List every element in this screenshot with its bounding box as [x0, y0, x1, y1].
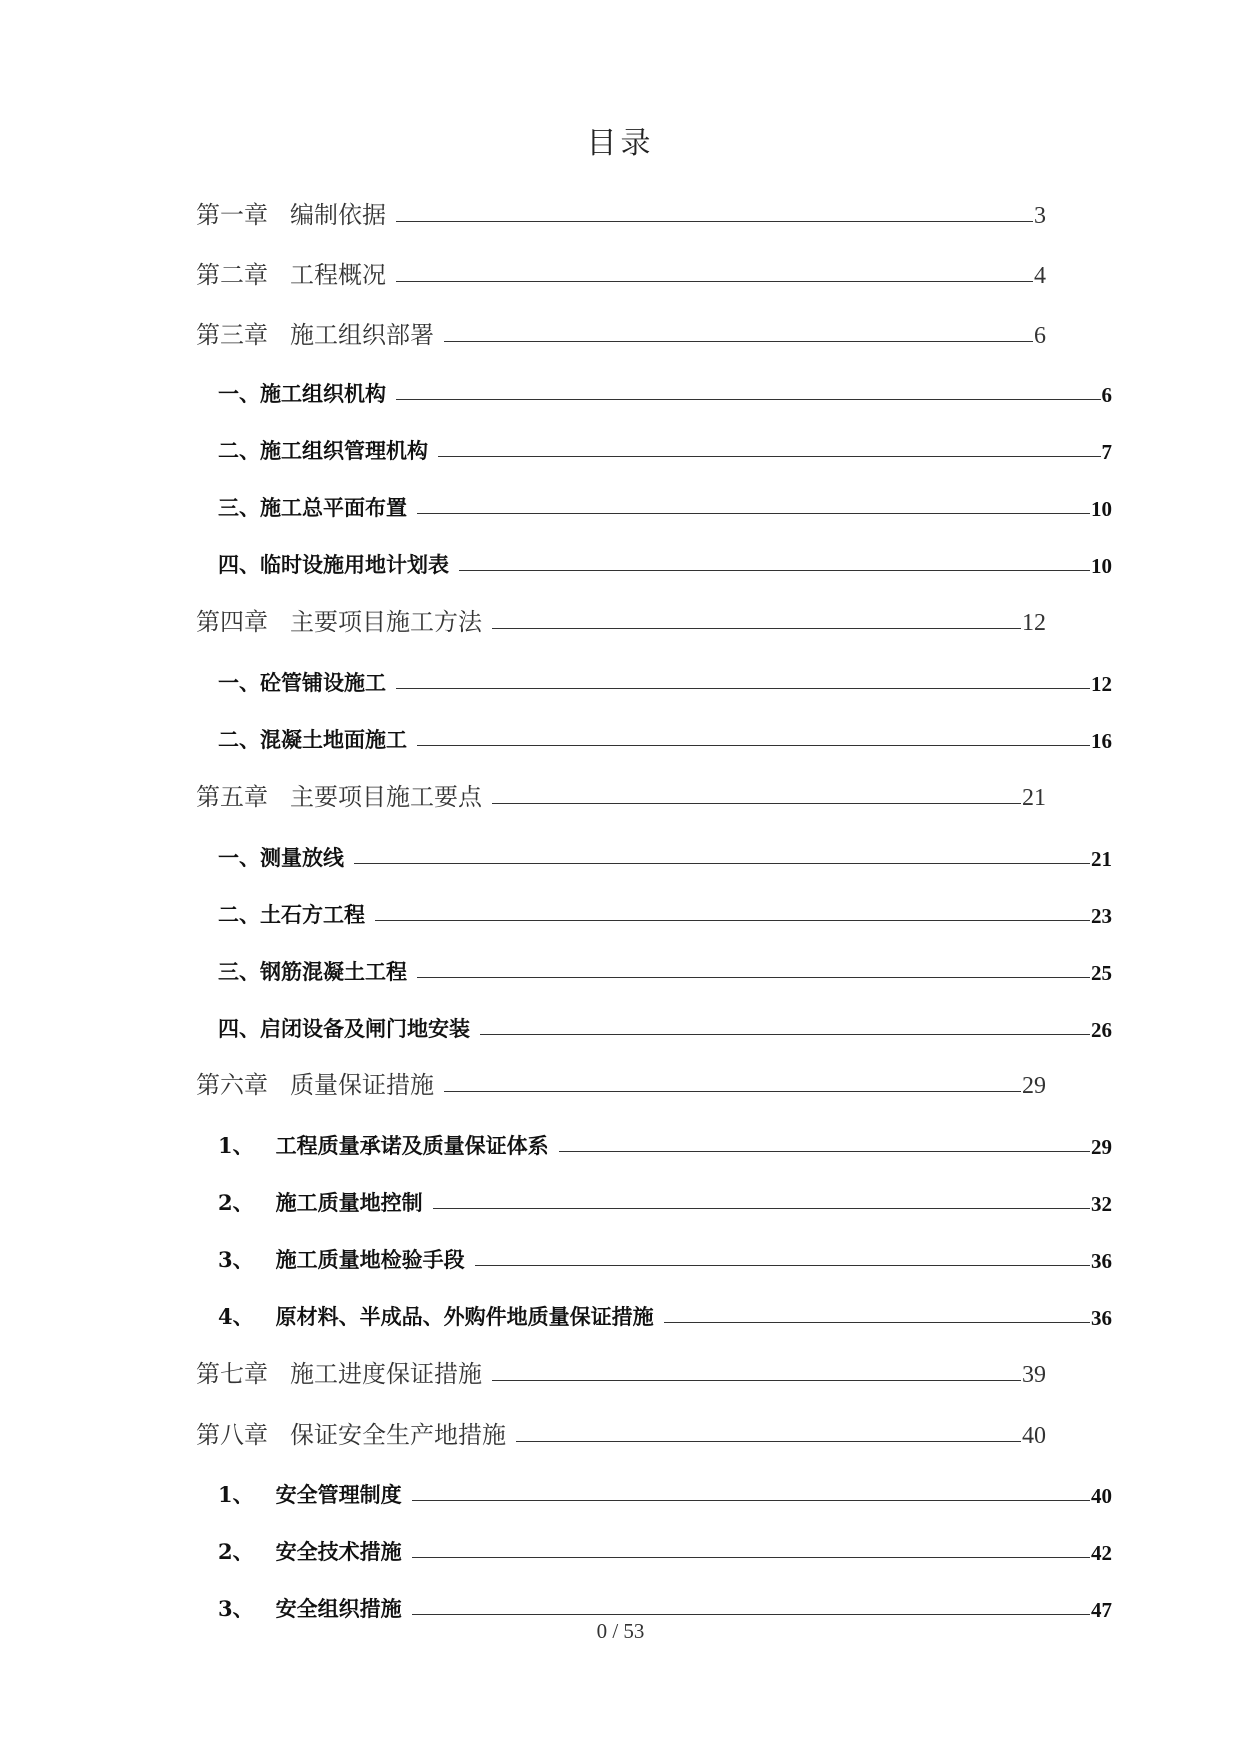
toc-leader-line: [417, 513, 1090, 514]
toc-entry-page: 39: [1022, 1362, 1046, 1388]
toc-entry[interactable]: [218, 368, 1112, 408]
toc-leader-line: [444, 1091, 1021, 1092]
toc-leader-line: [396, 281, 1033, 282]
toc-entry[interactable]: [218, 1583, 1112, 1623]
toc-entry-label: 质量保证措施: [290, 1071, 434, 1099]
toc-entry-page: 36: [1091, 1249, 1112, 1273]
toc-entry-label: 一、测量放线: [218, 845, 344, 870]
toc-leader-line: [433, 1208, 1090, 1209]
toc-entry-page: 42: [1091, 1541, 1112, 1565]
toc-entry[interactable]: [196, 310, 1046, 350]
toc-entry[interactable]: [218, 1469, 1112, 1509]
toc-entry-page: 10: [1091, 554, 1112, 578]
toc-entry-page: 10: [1091, 497, 1112, 521]
toc-entry-number: 2、: [218, 1539, 254, 1564]
toc-entry[interactable]: [218, 482, 1112, 522]
toc-entry[interactable]: [196, 597, 1046, 637]
toc-entry[interactable]: [218, 1291, 1112, 1331]
toc-entry-number: 3、: [218, 1247, 254, 1272]
toc-leader-line: [375, 920, 1090, 921]
toc-entry-label: 施工组织部署: [290, 321, 434, 349]
toc-entry[interactable]: [218, 832, 1112, 872]
toc-entry[interactable]: [218, 1526, 1112, 1566]
toc-leader-line: [412, 1500, 1090, 1501]
toc-entry-page: 23: [1091, 904, 1112, 928]
toc-entry-number: 第四章: [196, 608, 268, 636]
toc-entry-page: 12: [1091, 672, 1112, 696]
toc-entry-label: 主要项目施工方法: [290, 608, 482, 636]
toc-entry[interactable]: [218, 1177, 1112, 1217]
toc-entry-label: 主要项目施工要点: [290, 783, 482, 811]
toc-entry-page: 40: [1022, 1423, 1046, 1449]
toc-entry-label: 安全管理制度: [275, 1482, 402, 1507]
toc-entry-label: 二、施工组织管理机构: [218, 438, 428, 463]
toc-entry-label: 四、启闭设备及闸门地安装: [218, 1016, 470, 1041]
toc-entry-number: 第六章: [196, 1071, 268, 1099]
toc-entry-page: 7: [1101, 440, 1112, 464]
toc-leader-line: [396, 221, 1033, 222]
toc-entry-page: 36: [1091, 1306, 1112, 1330]
toc-entry-label: 施工进度保证措施: [290, 1360, 482, 1388]
toc-leader-line: [516, 1441, 1021, 1442]
toc-entry-page: 16: [1091, 729, 1112, 753]
toc-entry[interactable]: [196, 1349, 1046, 1389]
toc-entry-label: 安全组织措施: [275, 1596, 402, 1621]
toc-entry-label: 二、土石方工程: [218, 902, 365, 927]
toc-entry-number: 4、: [218, 1304, 254, 1329]
toc-entry-page: 29: [1022, 1073, 1046, 1099]
toc-leader-line: [412, 1614, 1090, 1615]
toc-entry-page: 6: [1101, 383, 1112, 407]
toc-entry-page: 3: [1034, 203, 1046, 229]
toc-entry-page: 29: [1091, 1135, 1112, 1159]
toc-entry[interactable]: [196, 1060, 1046, 1100]
toc-leader-line: [664, 1322, 1090, 1323]
toc-leader-line: [438, 456, 1101, 457]
toc-entry[interactable]: [196, 772, 1046, 812]
toc-leader-line: [480, 1034, 1090, 1035]
toc-title: 目录: [586, 126, 655, 161]
toc-entry-page: 32: [1091, 1192, 1112, 1216]
toc-entry-label: 一、施工组织机构: [218, 381, 386, 406]
toc-entry-label: 施工质量地检验手段: [275, 1247, 465, 1272]
page-footer-number: 0 / 53: [596, 1619, 645, 1643]
toc-entry-label: 原材料、半成品、外购件地质量保证措施: [275, 1304, 654, 1329]
toc-leader-line: [396, 399, 1101, 400]
toc-entry-label: 四、临时设施用地计划表: [218, 552, 449, 577]
toc-leader-line: [459, 570, 1090, 571]
toc-entry-number: 2、: [218, 1190, 254, 1215]
toc-entry-label: 二、混凝土地面施工: [218, 727, 407, 752]
toc-leader-line: [475, 1265, 1090, 1266]
toc-leader-line: [354, 863, 1090, 864]
toc-entry-label: 三、施工总平面布置: [218, 495, 407, 520]
toc-entry-page: 12: [1022, 610, 1046, 636]
toc-entry-page: 21: [1022, 785, 1046, 811]
toc-entry-page: 25: [1091, 961, 1112, 985]
toc-leader-line: [492, 1380, 1021, 1381]
toc-entry-label: 施工质量地控制: [275, 1190, 423, 1215]
toc-entry-number: 3、: [218, 1596, 254, 1621]
toc-entry[interactable]: [218, 889, 1112, 929]
toc-entry-page: 21: [1091, 847, 1112, 871]
toc-entry-label: 工程质量承诺及质量保证体系: [275, 1133, 549, 1158]
toc-entry-page: 6: [1034, 323, 1046, 349]
toc-entry-label: 安全技术措施: [275, 1539, 402, 1564]
toc-leader-line: [396, 688, 1090, 689]
toc-entry-number: 1、: [218, 1133, 254, 1158]
toc-entry-page: 4: [1034, 263, 1046, 289]
toc-entry-number: 第七章: [196, 1360, 268, 1388]
toc-leader-line: [412, 1557, 1090, 1558]
toc-entry-page: 40: [1091, 1484, 1112, 1508]
toc-entry[interactable]: [196, 190, 1046, 230]
toc-leader-line: [492, 803, 1021, 804]
toc-entry[interactable]: [218, 946, 1112, 986]
toc-entry[interactable]: [218, 539, 1112, 579]
toc-entry-number: 1、: [218, 1482, 254, 1507]
toc-entry-page: 47: [1091, 1598, 1112, 1622]
toc-entry-label: 保证安全生产地措施: [290, 1421, 506, 1449]
toc-leader-line: [417, 977, 1090, 978]
toc-entry[interactable]: [218, 1234, 1112, 1274]
toc-entry[interactable]: [196, 1410, 1046, 1450]
toc-entry[interactable]: [218, 1003, 1112, 1043]
toc-entry[interactable]: [218, 714, 1112, 754]
toc-entry-label: 工程概况: [290, 261, 386, 289]
toc-entry-label: 三、钢筋混凝土工程: [218, 959, 407, 984]
toc-entry-number: 第八章: [196, 1421, 268, 1449]
toc-entry-label: 一、砼管铺设施工: [218, 670, 386, 695]
toc-entry-number: 第五章: [196, 783, 268, 811]
toc-leader-line: [417, 745, 1090, 746]
toc-leader-line: [492, 628, 1021, 629]
toc-leader-line: [444, 341, 1033, 342]
toc-entry-number: 第三章: [196, 321, 268, 349]
toc-entry-number: 第一章: [196, 201, 268, 229]
toc-entry[interactable]: [218, 657, 1112, 697]
toc-entry[interactable]: [218, 425, 1112, 465]
toc-entry-number: 第二章: [196, 261, 268, 289]
toc-leader-line: [559, 1151, 1090, 1152]
toc-entry-page: 26: [1091, 1018, 1112, 1042]
toc-entry[interactable]: [218, 1120, 1112, 1160]
toc-entry-label: 编制依据: [290, 201, 386, 229]
toc-entry[interactable]: [196, 250, 1046, 290]
